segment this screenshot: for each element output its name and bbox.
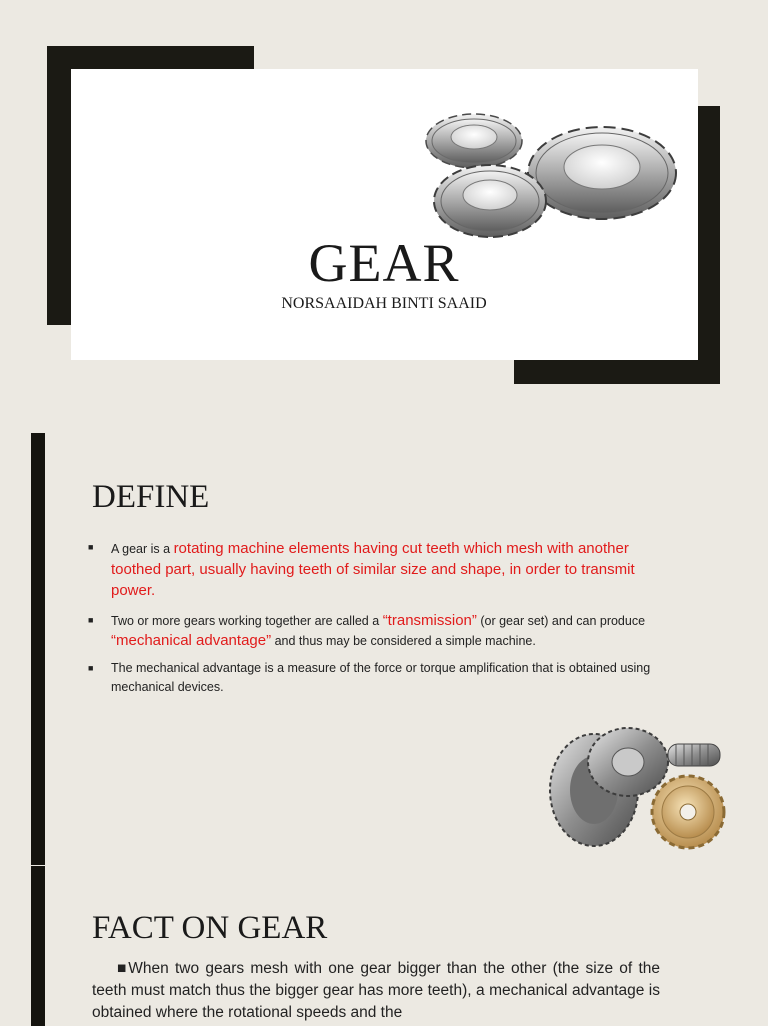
accent-bar (31, 433, 45, 865)
bullet-marker: ■ (88, 663, 94, 673)
gears-cluster-icon (422, 103, 684, 248)
title-slide (0, 0, 768, 410)
term-transmission: “transmission” (382, 612, 477, 629)
slide-author: NORSAAIDAH BINTI SAAID (281, 295, 487, 312)
term-mechanical-advantage: “mechanical advantage” (111, 632, 272, 649)
bullet-text: The mechanical advantage is a measure of the force or torque amplification that is obtained using mechanical devices. (111, 661, 651, 694)
define-heading: DEFINE (92, 479, 210, 515)
bullet-text: (or gear set) and can produce (480, 614, 646, 628)
bullet-text: Two or more gears working together are called a (111, 614, 380, 628)
bullet-marker: ■ (88, 542, 94, 552)
bullet-marker: ■ (88, 615, 94, 625)
bullet-highlight: rotating machine elements having cut teeth which mesh with another toothed part, usually having teeth of similar size and shape, in order to transmit power (111, 540, 635, 599)
bullet-tail: . (151, 582, 156, 599)
bullet-text: and thus may be considered a simple machine. (274, 634, 536, 648)
fact-paragraph: ■When two gears mesh with one gear bigger than the other (the size of the teeth must match thus the bigger gear has more teeth), a mechanical advantage is obtained where the rotational speeds and the (92, 960, 660, 1021)
bullet-text: A gear is a (111, 542, 171, 556)
accent-bar (31, 866, 45, 1026)
list-item (88, 538, 668, 601)
define-bullet-list (88, 538, 668, 697)
list-item (88, 659, 668, 697)
fact-heading: FACT ON GEAR (92, 910, 328, 946)
slide-title: GEAR (308, 233, 460, 293)
assorted-gears-icon (548, 722, 734, 852)
list-item (88, 611, 668, 651)
